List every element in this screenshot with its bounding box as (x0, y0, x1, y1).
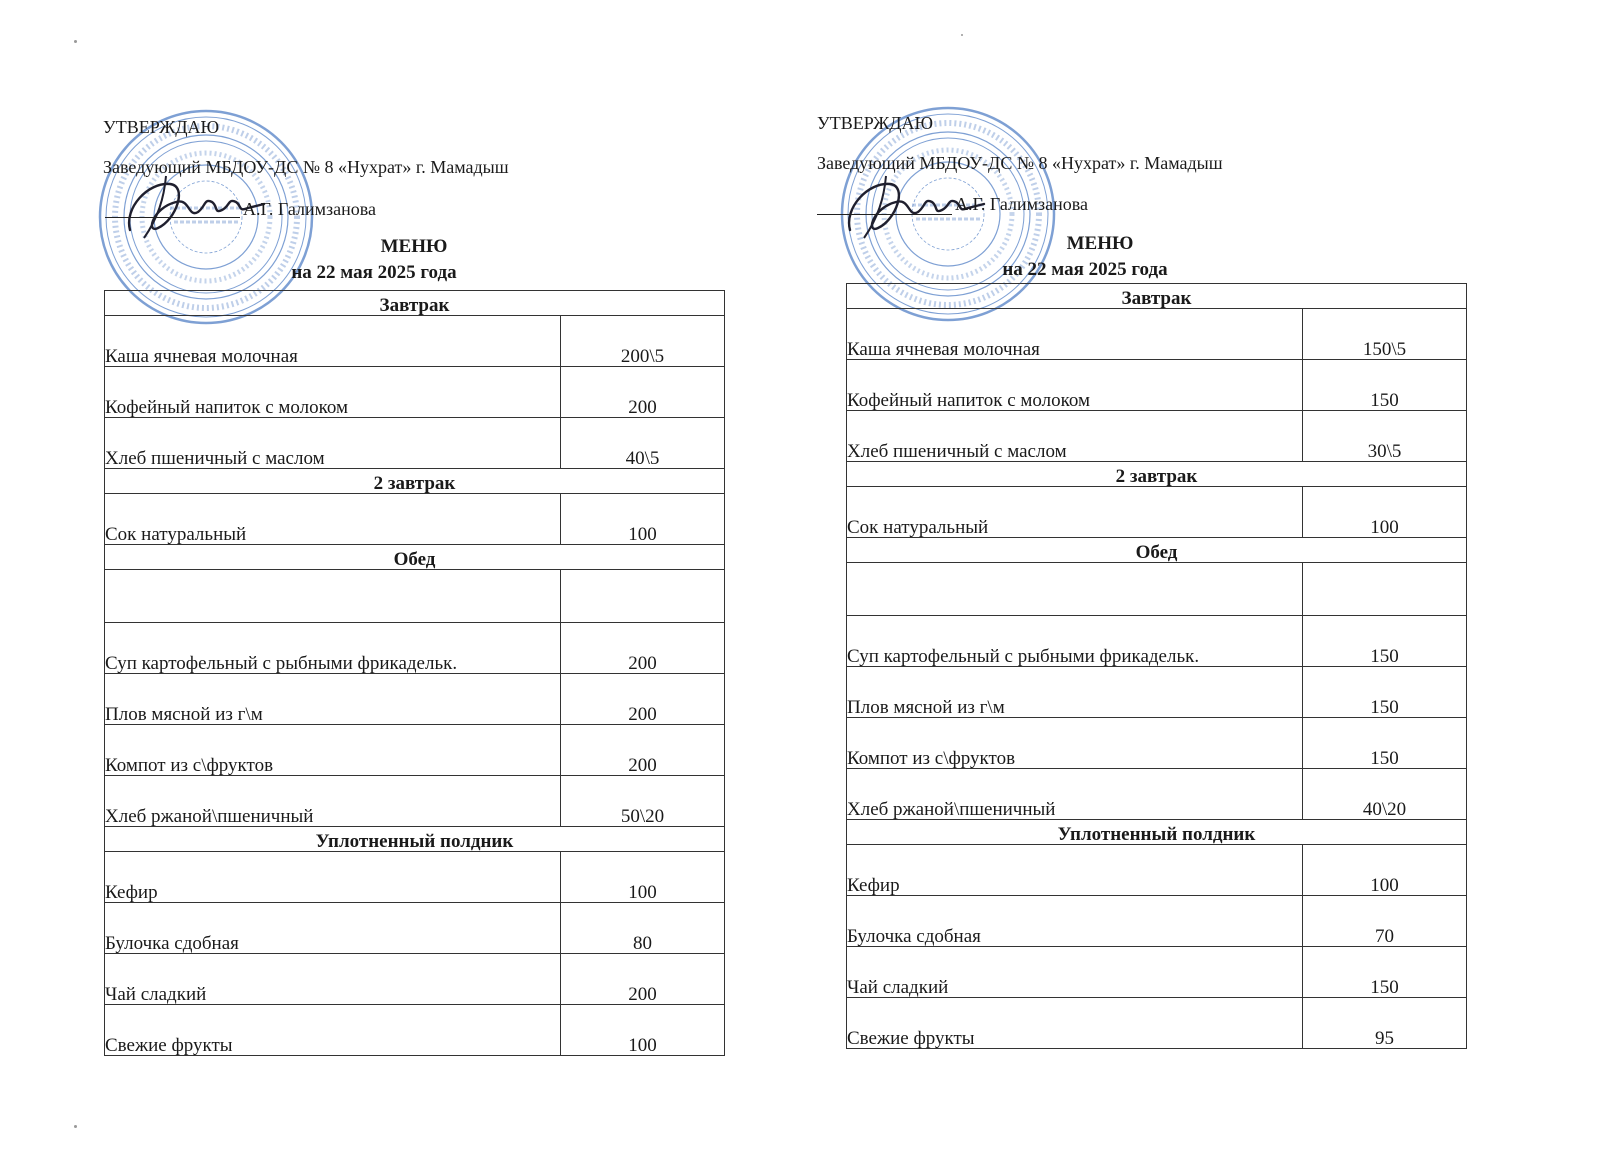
section-row (105, 291, 725, 316)
dish-name: Компот из с\фруктов (847, 718, 1303, 769)
section-title: Обед (847, 538, 1467, 563)
portion-size: 150 (1303, 718, 1467, 769)
dish-name: Суп картофельный с рыбными фрикадельк. (847, 616, 1303, 667)
dish-name: Кефир (105, 852, 561, 903)
table-row (105, 367, 725, 418)
section-title: Уплотненный полдник (105, 827, 725, 852)
portion-size: 150\5 (1303, 309, 1467, 360)
table-row (105, 418, 725, 469)
section-title: Завтрак (847, 284, 1467, 309)
table-row (847, 667, 1467, 718)
table-row (105, 674, 725, 725)
table-row (847, 998, 1467, 1049)
menu-date: на 22 мая 2025 года (1002, 259, 1168, 280)
head-position: Заведующий МБДОУ-ДС № 8 «Нухрат» г. Мамадыш (103, 157, 509, 177)
portion-size: 100 (1303, 487, 1467, 538)
table-row (847, 487, 1467, 538)
table-row (105, 776, 725, 827)
dish-name: Кофейный напиток с молоком (105, 367, 561, 418)
portion-size: 200 (561, 725, 725, 776)
dish-name: Плов мясной из г\м (105, 674, 561, 725)
portion-size: 200 (561, 623, 725, 674)
dish-name: Сок натуральный (847, 487, 1303, 538)
signature-line (105, 217, 240, 218)
approve-heading: УТВЕРЖДАЮ (103, 117, 220, 137)
dish-name: Каша ячневая молочная (847, 309, 1303, 360)
approve-heading: УТВЕРЖДАЮ (817, 113, 934, 133)
portion-size: 200 (561, 367, 725, 418)
section-row (847, 820, 1467, 845)
scan-speck (74, 40, 77, 43)
dish-name: Кефир (847, 845, 1303, 896)
signer-name: А.Г. Галимзанова (243, 199, 376, 219)
table-row (105, 954, 725, 1005)
portion-size (1303, 563, 1467, 616)
portion-size: 100 (561, 494, 725, 545)
table-row (105, 570, 725, 623)
portion-size: 150 (1303, 616, 1467, 667)
dish-name: Сок натуральный (105, 494, 561, 545)
portion-size: 50\20 (561, 776, 725, 827)
dish-name (847, 563, 1303, 616)
dish-name: Булочка сдобная (847, 896, 1303, 947)
portion-size: 200\5 (561, 316, 725, 367)
dish-name: Компот из с\фруктов (105, 725, 561, 776)
portion-size: 40\20 (1303, 769, 1467, 820)
section-title: Обед (105, 545, 725, 570)
section-title: Завтрак (105, 291, 725, 316)
portion-size: 95 (1303, 998, 1467, 1049)
section-title: 2 завтрак (847, 462, 1467, 487)
section-row (847, 538, 1467, 563)
section-row (847, 462, 1467, 487)
dish-name (105, 570, 561, 623)
portion-size: 100 (561, 852, 725, 903)
table-row (105, 852, 725, 903)
portion-size: 150 (1303, 360, 1467, 411)
dish-name: Кофейный напиток с молоком (847, 360, 1303, 411)
section-row (105, 827, 725, 852)
portion-size: 30\5 (1303, 411, 1467, 462)
section-row (105, 545, 725, 570)
table-row (847, 563, 1467, 616)
dish-name: Хлеб пшеничный с маслом (847, 411, 1303, 462)
dish-name: Плов мясной из г\м (847, 667, 1303, 718)
section-title: Уплотненный полдник (847, 820, 1467, 845)
table-row (847, 947, 1467, 998)
dish-name: Хлеб пшеничный с маслом (105, 418, 561, 469)
signer-name: А.Г. Галимзанова (955, 194, 1088, 214)
portion-size: 40\5 (561, 418, 725, 469)
portion-size: 100 (1303, 845, 1467, 896)
dish-name: Булочка сдобная (105, 903, 561, 954)
menu-title: МЕНЮ (1066, 233, 1134, 254)
portion-size: 100 (561, 1005, 725, 1056)
dish-name: Чай сладкий (105, 954, 561, 1005)
menu-date: на 22 мая 2025 года (291, 262, 457, 283)
menu-table (104, 290, 725, 1056)
portion-size: 200 (561, 674, 725, 725)
dish-name: Каша ячневая молочная (105, 316, 561, 367)
table-row (847, 309, 1467, 360)
portion-size: 150 (1303, 947, 1467, 998)
menu-title: МЕНЮ (380, 236, 448, 257)
portion-size: 150 (1303, 667, 1467, 718)
table-row (105, 316, 725, 367)
table-row (105, 903, 725, 954)
table-row (847, 896, 1467, 947)
dish-name: Чай сладкий (847, 947, 1303, 998)
scan-speck (961, 34, 963, 36)
head-position: Заведующий МБДОУ-ДС № 8 «Нухрат» г. Мамадыш (817, 153, 1223, 173)
signature-line (817, 214, 952, 215)
portion-size: 70 (1303, 896, 1467, 947)
table-row (105, 623, 725, 674)
section-title: 2 завтрак (105, 469, 725, 494)
dish-name: Суп картофельный с рыбными фрикадельк. (105, 623, 561, 674)
portion-size: 80 (561, 903, 725, 954)
menu-table (846, 283, 1467, 1049)
table-row (847, 360, 1467, 411)
dish-name: Хлеб ржаной\пшеничный (847, 769, 1303, 820)
table-row (105, 494, 725, 545)
section-row (105, 469, 725, 494)
table-row (847, 616, 1467, 667)
table-row (847, 845, 1467, 896)
scan-speck (74, 1125, 77, 1128)
table-row (847, 411, 1467, 462)
dish-name: Хлеб ржаной\пшеничный (105, 776, 561, 827)
portion-size (561, 570, 725, 623)
dish-name: Свежие фрукты (105, 1005, 561, 1056)
portion-size: 200 (561, 954, 725, 1005)
section-row (847, 284, 1467, 309)
table-row (105, 725, 725, 776)
dish-name: Свежие фрукты (847, 998, 1303, 1049)
table-row (847, 769, 1467, 820)
table-row (847, 718, 1467, 769)
table-row (105, 1005, 725, 1056)
